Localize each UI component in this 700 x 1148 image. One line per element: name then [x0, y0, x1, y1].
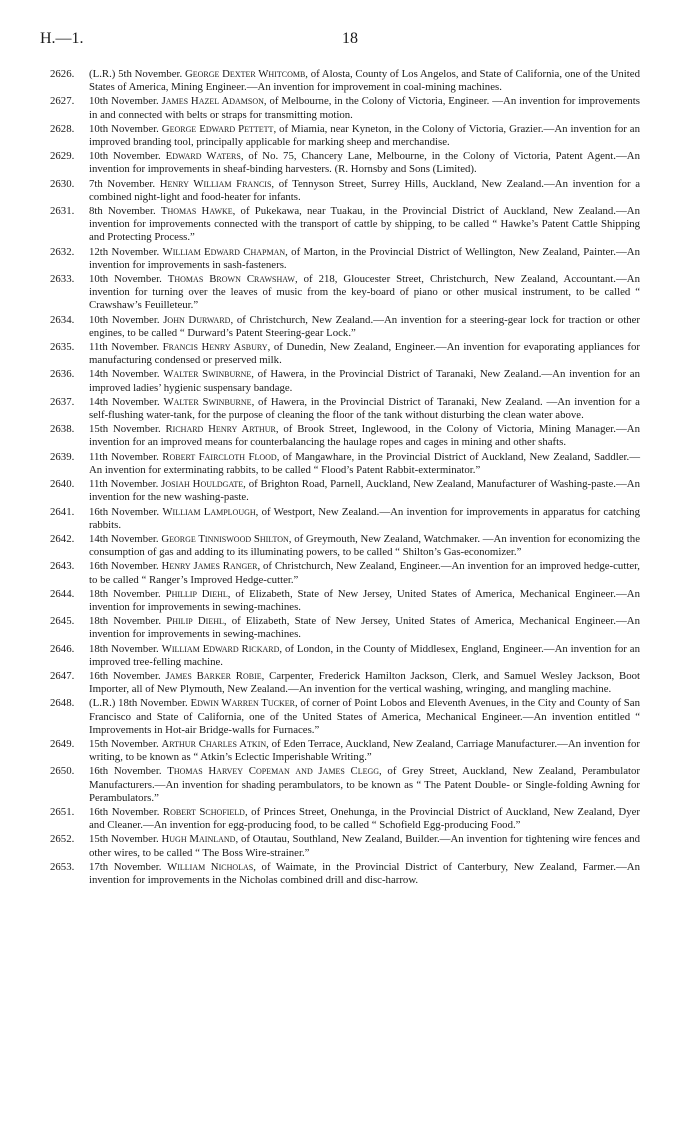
applicant-names: William Edward Chapman [162, 245, 286, 258]
entry-date: 10th November. [89, 150, 166, 163]
patent-entry [50, 451, 640, 477]
entry-description: , of Princes Street, Onehunga, in the Provincial District of Auckland, New Zealand, Dyer and Cleaner.—An invention for egg-producing food, to be called “ Schofield Egg-producing Food.” [89, 805, 641, 832]
applicant-names: Francis Henry Asbury [162, 341, 268, 354]
entry-number: 2634. [50, 313, 75, 326]
patent-entry [50, 765, 640, 805]
entry-number: 2640. [50, 478, 75, 491]
entry-number: 2630. [50, 177, 75, 190]
entry-description: , of Brighton Road, Parnell, Auckland, New Zealand, Manufacturer of Washing-paste.—An invention for the new washing-paste. [89, 478, 640, 504]
patent-entry [50, 560, 640, 586]
entry-description: , of Miamia, near Kyneton, in the Colony of Victoria, Grazier.—An invention for an improved branding tool, principally applicable for marking sheep and merchandise. [89, 122, 640, 149]
applicant-names: Walter Swinburne [163, 368, 252, 381]
entry-description: , of Eden Terrace, Auckland, New Zealand, Carriage Manufacturer.—An invention for writing, to be known as “ Atkin’s Eclectic Imperishable Writing.” [89, 737, 640, 764]
entry-description: , of Westport, New Zealand.—An invention for improvements in apparatus for catching rabbits. [89, 505, 640, 531]
entry-date: 16th November. [89, 805, 163, 818]
patent-entry [50, 246, 640, 272]
entry-number: 2639. [50, 450, 75, 463]
page-number: 18 [342, 30, 358, 47]
entry-description: , of Otautau, Southland, New Zealand, Builder.—An invention for tightening wire fences and other wires, to be called “ The Boss Wire-strainer.” [89, 833, 640, 859]
patent-entry [50, 670, 640, 696]
applicant-names: William Edward Rickard [161, 642, 280, 655]
entry-number: 2648. [50, 697, 75, 710]
patent-entry [50, 533, 640, 559]
applicant-names: Hugh Mainland [161, 833, 236, 846]
applicant-names: Thomas Hawke [160, 205, 233, 218]
entry-date: 14th November. [89, 395, 164, 408]
patent-entry [50, 423, 640, 449]
entry-description: , Carpenter, Frederick Hamilton Jackson, Clerk, and Samuel Wesley Jackson, Boot Importer, all of New Plymouth, New Zealand.—An invention for the vertical washing, wringing, and mangling machine. [89, 669, 640, 696]
patent-entry [50, 478, 640, 504]
applicant-names: George Tinniswood Shilton [161, 532, 289, 545]
patent-entry [50, 861, 640, 887]
applicant-names: William Nicholas [167, 860, 254, 873]
entry-description: , of Hawera, in the Provincial District of Taranaki, New Zealand. —An invention for a self-flushing water-tank, for the purpose of cleaning the floor of the tank without disturbing the clean water above. [89, 395, 640, 422]
entry-number: 2644. [50, 587, 75, 600]
entry-date: 16th November. [89, 765, 168, 778]
entry-description: , of Alosta, County of Los Angelos, and State of California, one of the United States of America, Mining Engineer.—An invention for improvement in coal-mining machines. [89, 68, 640, 94]
entry-number: 2632. [50, 245, 75, 258]
entry-number: 2646. [50, 642, 75, 655]
patent-entry [50, 150, 640, 176]
entry-date: 18th November. [89, 587, 166, 600]
applicant-names: Edward Waters [165, 150, 241, 163]
entry-number: 2653. [50, 860, 75, 873]
document-reference: H.—1. [40, 30, 84, 47]
entry-date: 15th November. [89, 737, 162, 750]
entry-description: , of Hawera, in the Provincial District of Taranaki, New Zealand.—An invention for an improved ladies’ hygienic suspensary bandage. [89, 368, 640, 394]
entry-description: , of Pukekawa, near Tuakau, in the Provincial District of Auckland, New Zealand.—An invention for improvements connected with the transport of cattle by shipping, to be called “ Hawke’s Patent Cattle Shipping and Protecting Process.” [89, 205, 640, 244]
entry-date: 15th November. [89, 423, 166, 436]
entry-number: 2635. [50, 341, 75, 354]
entry-date: 16th November. [89, 669, 166, 682]
entry-number: 2645. [50, 615, 75, 628]
entry-date: 14th November. [89, 532, 162, 545]
entry-date: 11th November. [89, 341, 163, 354]
applicant-names: Thomas Brown Crawshaw [167, 273, 295, 286]
entry-description: , of Elizabeth, State of New Jersey, United States of America, Mechanical Engineer.—An invention for improvements in sewing-machines. [89, 587, 640, 613]
applicant-names: James Barker Robie [165, 669, 262, 682]
entry-date: (L.R.) 18th November. [89, 697, 191, 710]
entry-description: , of Elizabeth, State of New Jersey, United States of America, Mechanical Engineer.—An invention for improvements in sewing-machines. [89, 615, 640, 641]
entry-number: 2638. [50, 423, 75, 436]
entry-number: 2628. [50, 122, 75, 135]
patent-entry [50, 806, 640, 832]
applicant-names: George Dexter Whitcomb [184, 68, 306, 80]
patent-entry [50, 697, 640, 737]
entry-description: , of Brook Street, Inglewood, in the Colony of Victoria, Mining Manager.—An invention for an improved means for counterbalancing the haulage ropes and cages in mining and other shafts. [89, 423, 640, 449]
entry-number: 2643. [50, 560, 75, 573]
entry-number: 2629. [50, 150, 75, 163]
entry-number: 2652. [50, 833, 75, 846]
patent-entry [50, 68, 640, 94]
entry-description: , of Christchurch, New Zealand.—An invention for a steering-gear lock for traction or other engines, to be called “ Durward’s Patent Steering-gear Lock.” [89, 313, 640, 339]
entry-description: , of Grey Street, Auckland, New Zealand, Perambulator Manufacturers.—An invention for shading perambulators, to be known as “ The Patent Double- or Single-folding Awning for Perambulators.” [89, 765, 640, 804]
patent-entry [50, 95, 640, 121]
applicant-names: William Lamplough [162, 505, 256, 518]
applicant-names: Thomas Harvey Copeman and James Clegg [167, 765, 380, 778]
entry-number: 2627. [50, 95, 75, 108]
entry-description: , of Greymouth, New Zealand, Watchmaker. —An invention for economizing the consumption of gas and adding to its illuminating powers, to be called “ Shilton’s Gas-economizer.” [89, 532, 640, 559]
patent-entry [50, 341, 640, 367]
patent-entry [50, 396, 640, 422]
entry-number: 2647. [50, 669, 75, 682]
patent-entry [50, 506, 640, 532]
entry-number: 2649. [50, 737, 75, 750]
applicant-names: Arthur Charles Atkin [161, 737, 267, 750]
entry-description: , of London, in the County of Middlesex, England, Engineer.—An invention for an improved tree-felling machine. [89, 642, 640, 668]
patent-entries-list [50, 68, 640, 888]
entry-description: , of Melbourne, in the Colony of Victoria, Engineer. —An invention for improvements in and connected with belts or straps for transmitting motion. [89, 95, 640, 121]
page-header [40, 30, 660, 50]
applicant-names: Henry James Ranger [161, 560, 258, 573]
patent-entry [50, 314, 640, 340]
entry-date: 15th November. [89, 833, 162, 846]
entry-description: , of Mangawhare, in the Provincial District of Auckland, New Zealand, Saddler.—An invention for exterminating rabbits, to be called “ Flood’s Patent Rabbit-exterminator.” [89, 450, 641, 476]
entry-date: 14th November. [89, 368, 164, 381]
entry-date: 16th November. [89, 505, 163, 518]
entry-number: 2631. [50, 205, 75, 218]
entry-date: 17th November. [89, 860, 168, 873]
entry-number: 2650. [50, 765, 75, 778]
patent-entry [50, 738, 640, 764]
entry-description: , of Christchurch, New Zealand, Engineer.—An invention for an improved hedge-cutter, to be called “ Ranger’s Improved Hedge-cutter.” [89, 560, 640, 586]
entry-description: , of No. 75, Chancery Lane, Melbourne, in the Colony of Victoria, Patent Agent.—An invention for improvements in sheaf-binding harvesters. (R. Hornsby and Sons (Limited). [89, 150, 640, 176]
entry-description: , of Dunedin, New Zealand, Engineer.—An invention for evaporating appliances for manufacturing condensed or preserved milk. [89, 341, 641, 367]
entry-date: 10th November. [89, 122, 162, 135]
entry-date: 16th November. [89, 560, 162, 573]
applicant-names: Walter Swinburne [163, 395, 252, 408]
entry-number: 2641. [50, 505, 75, 518]
entry-date: 12th November. [89, 245, 163, 258]
applicant-names: Richard Henry Arthur [165, 423, 276, 436]
patent-entry [50, 643, 640, 669]
entry-date: 10th November. [89, 313, 164, 326]
entry-description: , of Tennyson Street, Surrey Hills, Auckland, New Zealand.—An invention for a combined night-light and food-heater for infants. [89, 177, 640, 203]
entry-date: 18th November. [89, 642, 162, 655]
entry-number: 2633. [50, 273, 75, 286]
entry-date: 11th November. [89, 478, 162, 491]
entry-date: 8th November. [89, 205, 161, 218]
applicant-names: Edwin Warren Tucker [190, 697, 295, 710]
applicant-names: Henry William Francis [159, 177, 272, 190]
entry-date: 18th November. [89, 615, 167, 628]
entry-date: 10th November. [89, 95, 162, 108]
patent-entry [50, 615, 640, 641]
applicant-names: Josiah Houldgate [161, 478, 244, 491]
entry-description: , of Marton, in the Provincial District of Wellington, New Zealand, Painter.—An invention for improvements in sash-fasteners. [89, 245, 640, 271]
entry-description: , of Waimate, in the Provincial District of Canterbury, New Zealand, Farmer.—An invention for improvements in the Nicholas combined drill and disc-harrow. [89, 860, 640, 886]
applicant-names: James Hazel Adamson [161, 95, 264, 108]
entry-number: 2637. [50, 395, 75, 408]
entry-number: 2651. [50, 805, 75, 818]
entry-date: (L.R.) 5th November. [89, 68, 185, 80]
entry-number: 2636. [50, 368, 75, 381]
patent-entry [50, 588, 640, 614]
entry-description: , of 218, Gloucester Street, Christchurch, New Zealand, Accountant.—An invention for turning over the leaves of music from the key-board of piano or other musical instrument, to be called “ Crawshaw’s Feuilleteur.” [89, 273, 640, 312]
applicant-names: Philip Diehl [166, 615, 224, 628]
entry-number: 2642. [50, 532, 75, 545]
applicant-names: Robert Schofield [162, 805, 245, 818]
patent-entry [50, 833, 640, 859]
patent-entry [50, 273, 640, 313]
patent-entry [50, 123, 640, 149]
patent-entry [50, 368, 640, 394]
applicant-names: George Edward Pettett [161, 122, 274, 135]
patent-entry [50, 205, 640, 245]
patent-entry [50, 178, 640, 204]
applicant-names: John Durward [163, 313, 231, 326]
entry-number: 2626. [50, 68, 75, 80]
entry-date: 10th November. [89, 273, 168, 286]
entry-date: 7th November. [89, 177, 160, 190]
entry-description: , of corner of Point Lobos and Eleventh Avenues, in the City and County of San Francisco and State of California, one of the United States of America, Mechanical Engineer.—An invention entitled “ Improvements in Hot-air Bridge-walls for Furnaces.” [89, 697, 640, 736]
applicant-names: Phillip Diehl [165, 587, 228, 600]
applicant-names: Robert Faircloth Flood [162, 450, 277, 463]
entry-date: 11th November. [89, 450, 163, 463]
